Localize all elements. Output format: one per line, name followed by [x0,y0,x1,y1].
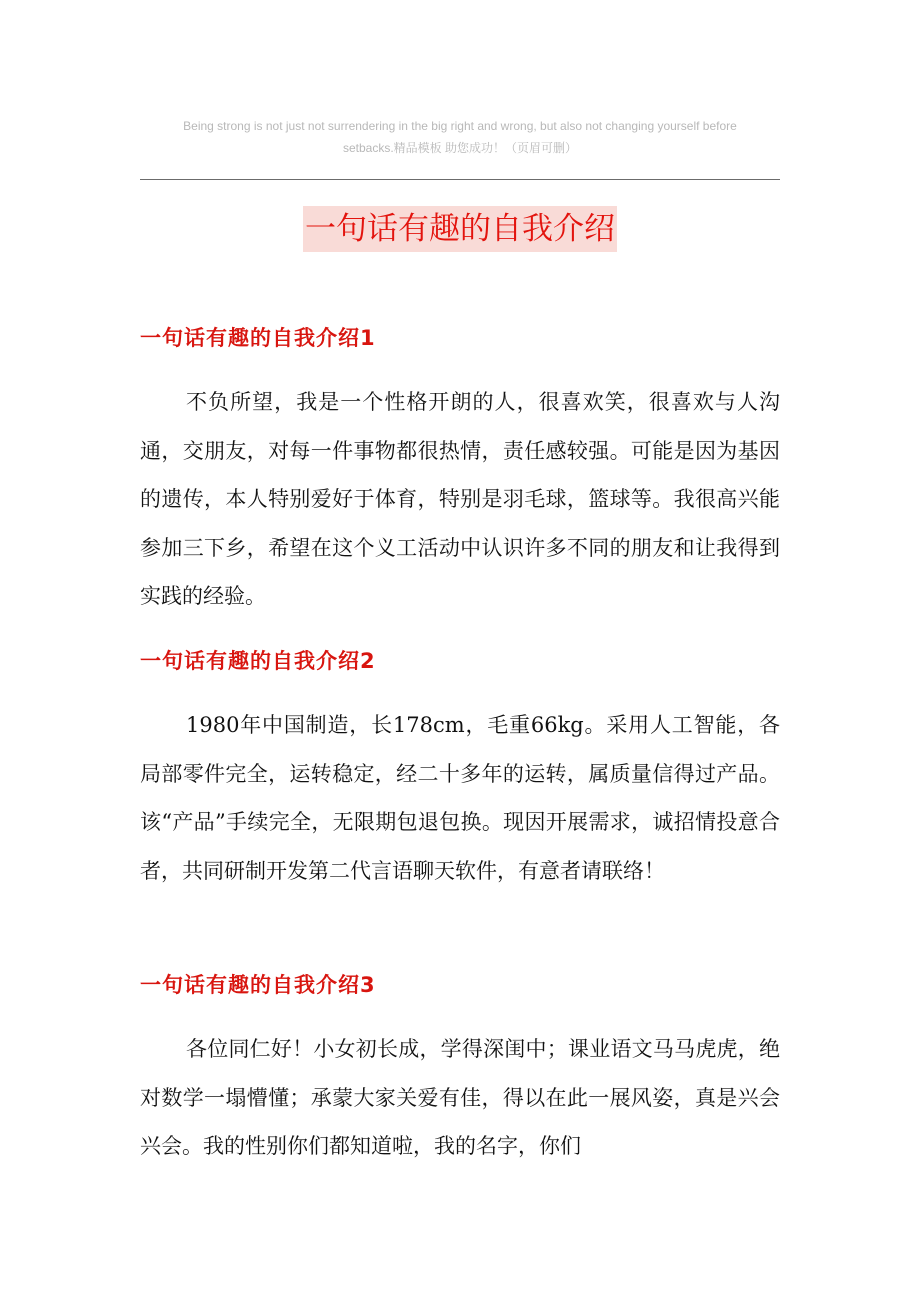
section-body-3: 各位同仁好！小女初长成，学得深闺中；课业语文马马虎虎，绝对数学一塌懵懂；承蒙大家关爱有佳，得以在此一展风姿，真是兴会兴会。我的性别你们都知道啦，我的名字，你们 [140,1037,780,1159]
header-line-1: Being strong is not just not surrendering in the big right and wrong, but also not changing yourself before [183,119,737,133]
page-header [150,115,770,159]
section-heading-1: 一句话有趣的自我介绍1 [140,326,376,350]
section-heading-3: 一句话有趣的自我介绍3 [140,973,376,997]
document-title: 一句话有趣的自我介绍 [303,206,617,252]
section-body-1: 不负所望，我是一个性格开朗的人，很喜欢笑，很喜欢与人沟通，交朋友，对每一件事物都很热情，责任感较强。可能是因为基因的遗传，本人特别爱好于体育，特别是羽毛球，篮球等。我很高兴能参加三下乡，希望在这个义工活动中认识许多不同的朋友和让我得到实践的经验。 [140,390,780,609]
header-divider [140,179,780,180]
header-line-2: setbacks.精品模板 助您成功！（页眉可删） [342,141,578,155]
section-heading-2: 一句话有趣的自我介绍2 [140,649,376,673]
document-title-container [0,206,920,252]
section-body-2: 1980年中国制造，长178cm，毛重66kg。采用人工智能，各局部零件完全，运转稳定，经二十多年的运转，属质量信得过产品。该“产品”手续完全，无限期包退包换。现因开展需求，诚招情投意合者，共同研制开发第二代言语聊天软件，有意者请联络！ [140,713,780,883]
